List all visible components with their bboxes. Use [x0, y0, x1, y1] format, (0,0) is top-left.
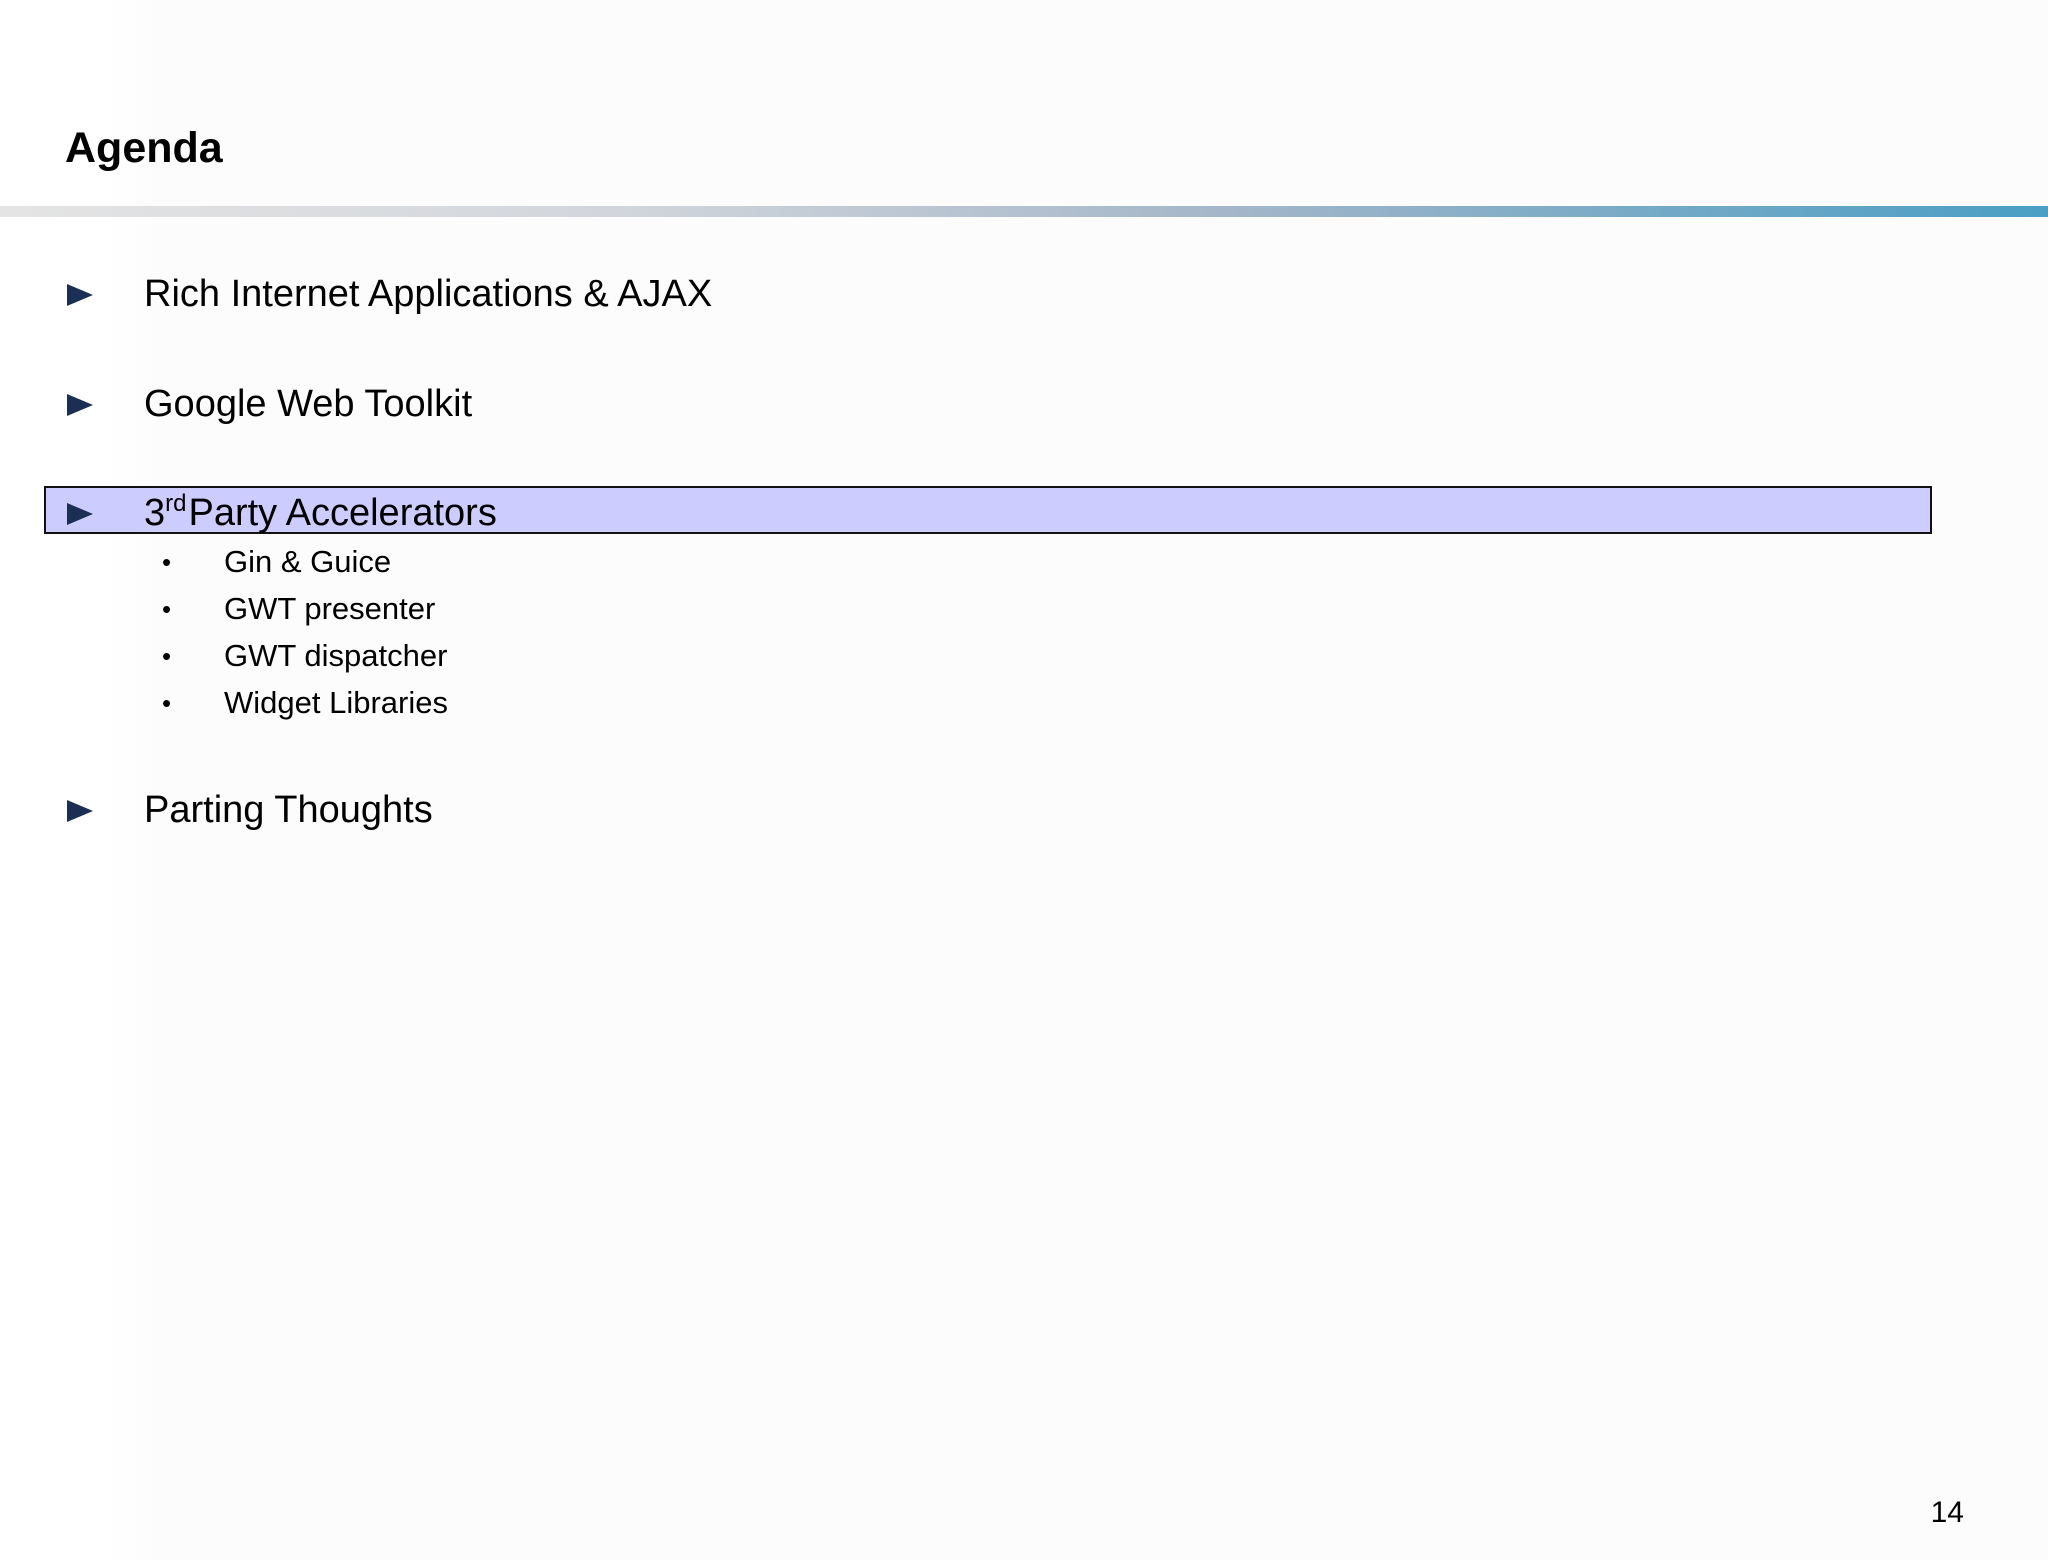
agenda-item-label: Rich Internet Applications & AJAX [144, 273, 713, 315]
right-triangle-icon [67, 503, 93, 525]
sub-item-widget-libraries [0, 681, 1000, 725]
ordinal-number: 3 [144, 492, 166, 534]
sub-item-gin-guice [0, 540, 1000, 584]
bullet-icon: • [162, 641, 172, 671]
agenda-item-google-web-toolkit [0, 374, 1900, 434]
title-divider-rule [0, 206, 2048, 217]
sub-item-label: Widget Libraries [224, 685, 448, 720]
ordinal-suffix: rd [165, 490, 187, 517]
agenda-item-label: Google Web Toolkit [144, 383, 473, 425]
bullet-icon: • [162, 688, 172, 718]
sub-item-label: GWT dispatcher [224, 638, 448, 673]
agenda-item-label: Parting Thoughts [144, 789, 433, 831]
bullet-icon: • [162, 547, 172, 577]
sub-item-label: Gin & Guice [224, 544, 392, 579]
right-triangle-icon [67, 394, 93, 416]
agenda-item-parting-thoughts [0, 780, 1900, 840]
sub-item-label: GWT presenter [224, 591, 436, 626]
agenda-item-rich-internet-applications [0, 264, 1900, 324]
right-triangle-icon [67, 800, 93, 822]
sub-item-gwt-presenter [0, 587, 1000, 631]
right-triangle-icon [67, 284, 93, 306]
bullet-icon: • [162, 594, 172, 624]
slide-title: Agenda [65, 124, 223, 172]
sub-item-gwt-dispatcher [0, 634, 1000, 678]
page-number: 14 [1930, 1496, 1964, 1529]
agenda-item-label [144, 483, 497, 548]
agenda-item-third-party-accelerators [0, 483, 1900, 543]
agenda-item-text: Party Accelerators [188, 492, 497, 534]
